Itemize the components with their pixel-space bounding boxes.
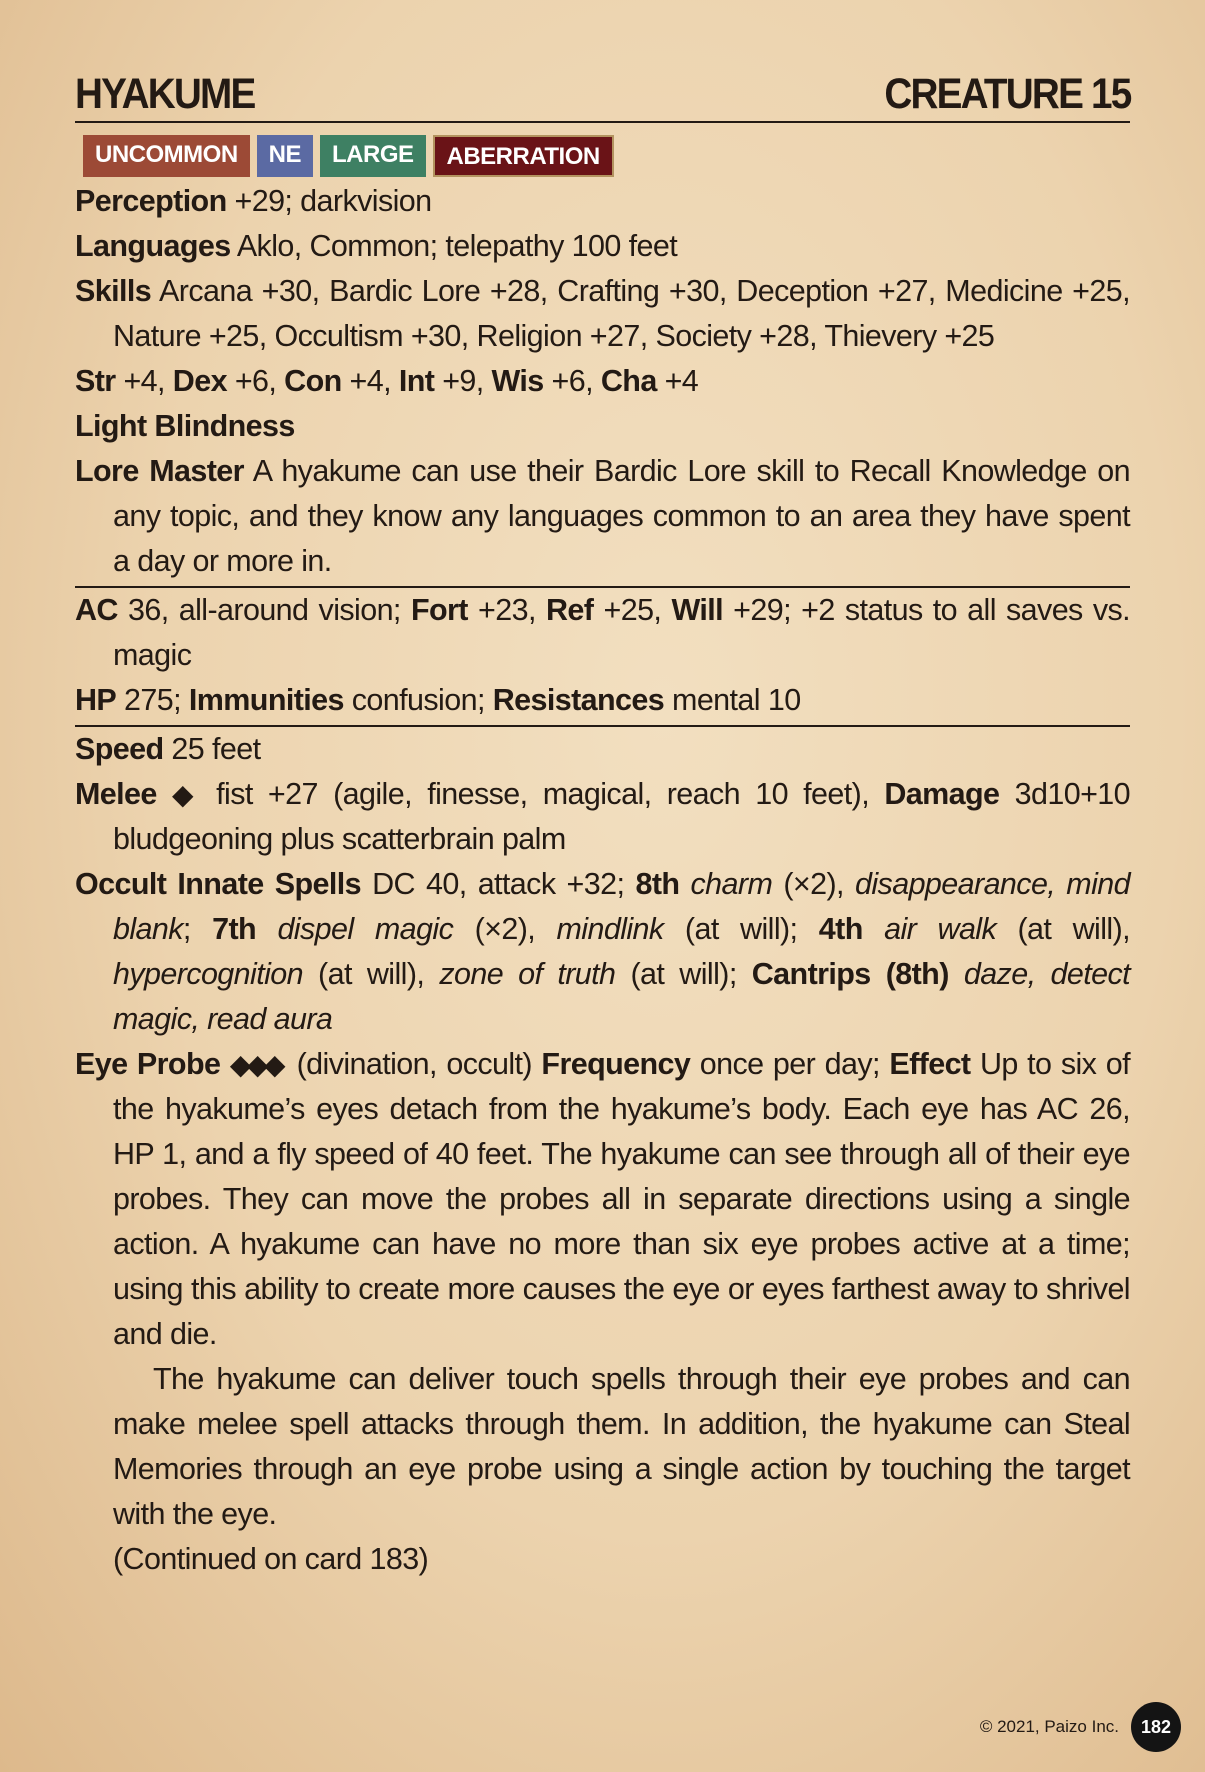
speed-line: Speed 25 feet [75, 732, 261, 766]
stat-body [75, 179, 1130, 1582]
hp-line: HP 275; Immunities confusion; Resistances mental 10 [75, 683, 801, 717]
trait-badge-uncommon: UNCOMMON [83, 135, 250, 177]
trait-badge-alignment: NE [257, 135, 313, 177]
eye-probe-paragraph: The hyakume can deliver touch spells through their eye probes and can make melee spell attacks through them. In addition, the hyakume can Steal Memories through an eye probe using a single action by touching the target with the eye. [113, 1362, 1130, 1531]
trait-badge-type: ABERRATION [433, 135, 614, 177]
defense-line: AC 36, all-around vision; Fort +23, Ref +25, Will +29; +2 status to all saves vs. magic [75, 593, 1131, 672]
stat-block [75, 70, 1130, 1582]
melee-line: Melee ◆ fist +27 (agile, finesse, magical, reach 10 feet), Damage 3d10+10 bludgeoning plus scatterbrain palm [75, 777, 1131, 856]
single-action-icon: ◆ [172, 779, 195, 810]
creature-name: HYAKUME [75, 70, 255, 118]
light-blindness-line: Light Blindness [75, 409, 295, 443]
ability-scores: Str +4, Dex +6, Con +4, Int +9, Wis +6, Cha +4 [75, 364, 699, 398]
three-action-icon: ◆◆◆ [229, 1049, 282, 1080]
card-footer [980, 1702, 1181, 1752]
skills-line: Skills Arcana +30, Bardic Lore +28, Crafting +30, Deception +27, Medicine +25, Nature +25, Occultism +30, Religion +27, Society +28, Thievery +25 [75, 274, 1130, 353]
creature-level: CREATURE 15 [883, 70, 1130, 118]
trait-list [83, 135, 1130, 177]
spells-line: Occult Innate Spells DC 40, attack +32; 8th charm (×2), disappearance, mind blank; 7th dispel magic (×2), mindlink (at will); 4th air walk (at will), hypercognition (at will), zone of truth (at will); Cantrips (8th) daze, detect magic, read aura [75, 867, 1131, 1036]
trait-badge-size: LARGE [320, 135, 426, 177]
copyright: © 2021, Paizo Inc. [979, 1717, 1119, 1736]
perception-line: Perception +29; darkvision [75, 184, 432, 218]
lore-master-line: Lore Master A hyakume can use their Bardic Lore skill to Recall Knowledge on any topic, and they know any languages common to an area they have spent a day or more in. [75, 454, 1130, 578]
eye-probe-line: Eye Probe ◆◆◆ (divination, occult) Frequency once per day; Effect Up to six of the hyakume’s eyes detach from the hyakume’s body. Each eye has AC 26, HP 1, and a fly speed of 40 feet. The hyakume can see through all of their eye probes. They can move the probes all in separate directions using a single action. A hyakume can have no more than six eye probes active at a time; using this ability to create more causes the eye or eyes farthest away to shrivel and die. [75, 1047, 1131, 1351]
stat-header [75, 70, 1130, 123]
languages-line: Languages Aklo, Common; telepathy 100 feet [75, 229, 678, 263]
card-number: 182 [1131, 1702, 1181, 1752]
continued-note: (Continued on card 183) [113, 1542, 429, 1576]
